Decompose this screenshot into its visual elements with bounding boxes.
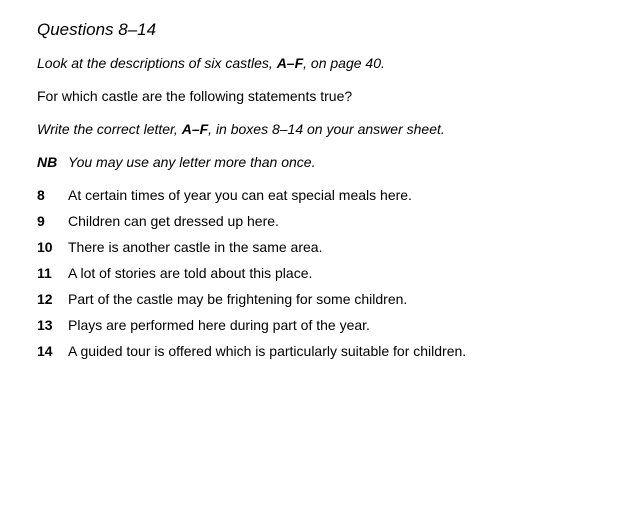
question-text: A lot of stories are told about this place. [68, 265, 313, 281]
section-heading: Questions 8–14 [37, 20, 157, 39]
question-text: A guided tour is offered which is particularly suitable for children. [68, 343, 467, 359]
question-text: There is another castle in the same area. [68, 239, 323, 255]
question-item [37, 238, 466, 264]
nb-label: NB [37, 154, 58, 170]
nb-text: You may use any letter more than once. [68, 154, 316, 170]
question-number: 14 [37, 343, 53, 359]
question-item [37, 264, 466, 290]
question-number: 13 [37, 317, 53, 333]
question-number: 8 [37, 187, 45, 203]
question-text: Plays are performed here during part of the year. [68, 317, 370, 333]
instruction-descriptions-letters: A–F [276, 55, 304, 71]
question-item [37, 186, 466, 212]
question-item [37, 212, 466, 238]
instruction-answer-sheet-pre: Write the correct letter, [37, 121, 182, 137]
instruction-answer-sheet [37, 120, 445, 138]
question-number: 12 [37, 291, 53, 307]
question-number: 11 [37, 265, 52, 281]
instruction-descriptions-pre: Look at the descriptions of six castles, [37, 55, 277, 71]
question-item [37, 316, 466, 342]
instruction-descriptions [37, 54, 385, 72]
instruction-descriptions-post: , on page 40. [303, 55, 385, 71]
question-number: 10 [37, 239, 53, 255]
instruction-answer-sheet-post: , in boxes 8–14 on your answer sheet. [208, 121, 445, 137]
instruction-answer-sheet-letters: A–F [181, 121, 209, 137]
question-item [37, 290, 466, 316]
question-text: Children can get dressed up here. [68, 213, 279, 229]
question-text: At certain times of year you can eat special meals here. [68, 187, 412, 203]
instruction-question: For which castle are the following statements true? [37, 88, 353, 104]
question-item [37, 342, 466, 368]
question-text: Part of the castle may be frightening for some children. [68, 291, 408, 307]
question-list [37, 186, 466, 368]
question-number: 9 [37, 213, 45, 229]
